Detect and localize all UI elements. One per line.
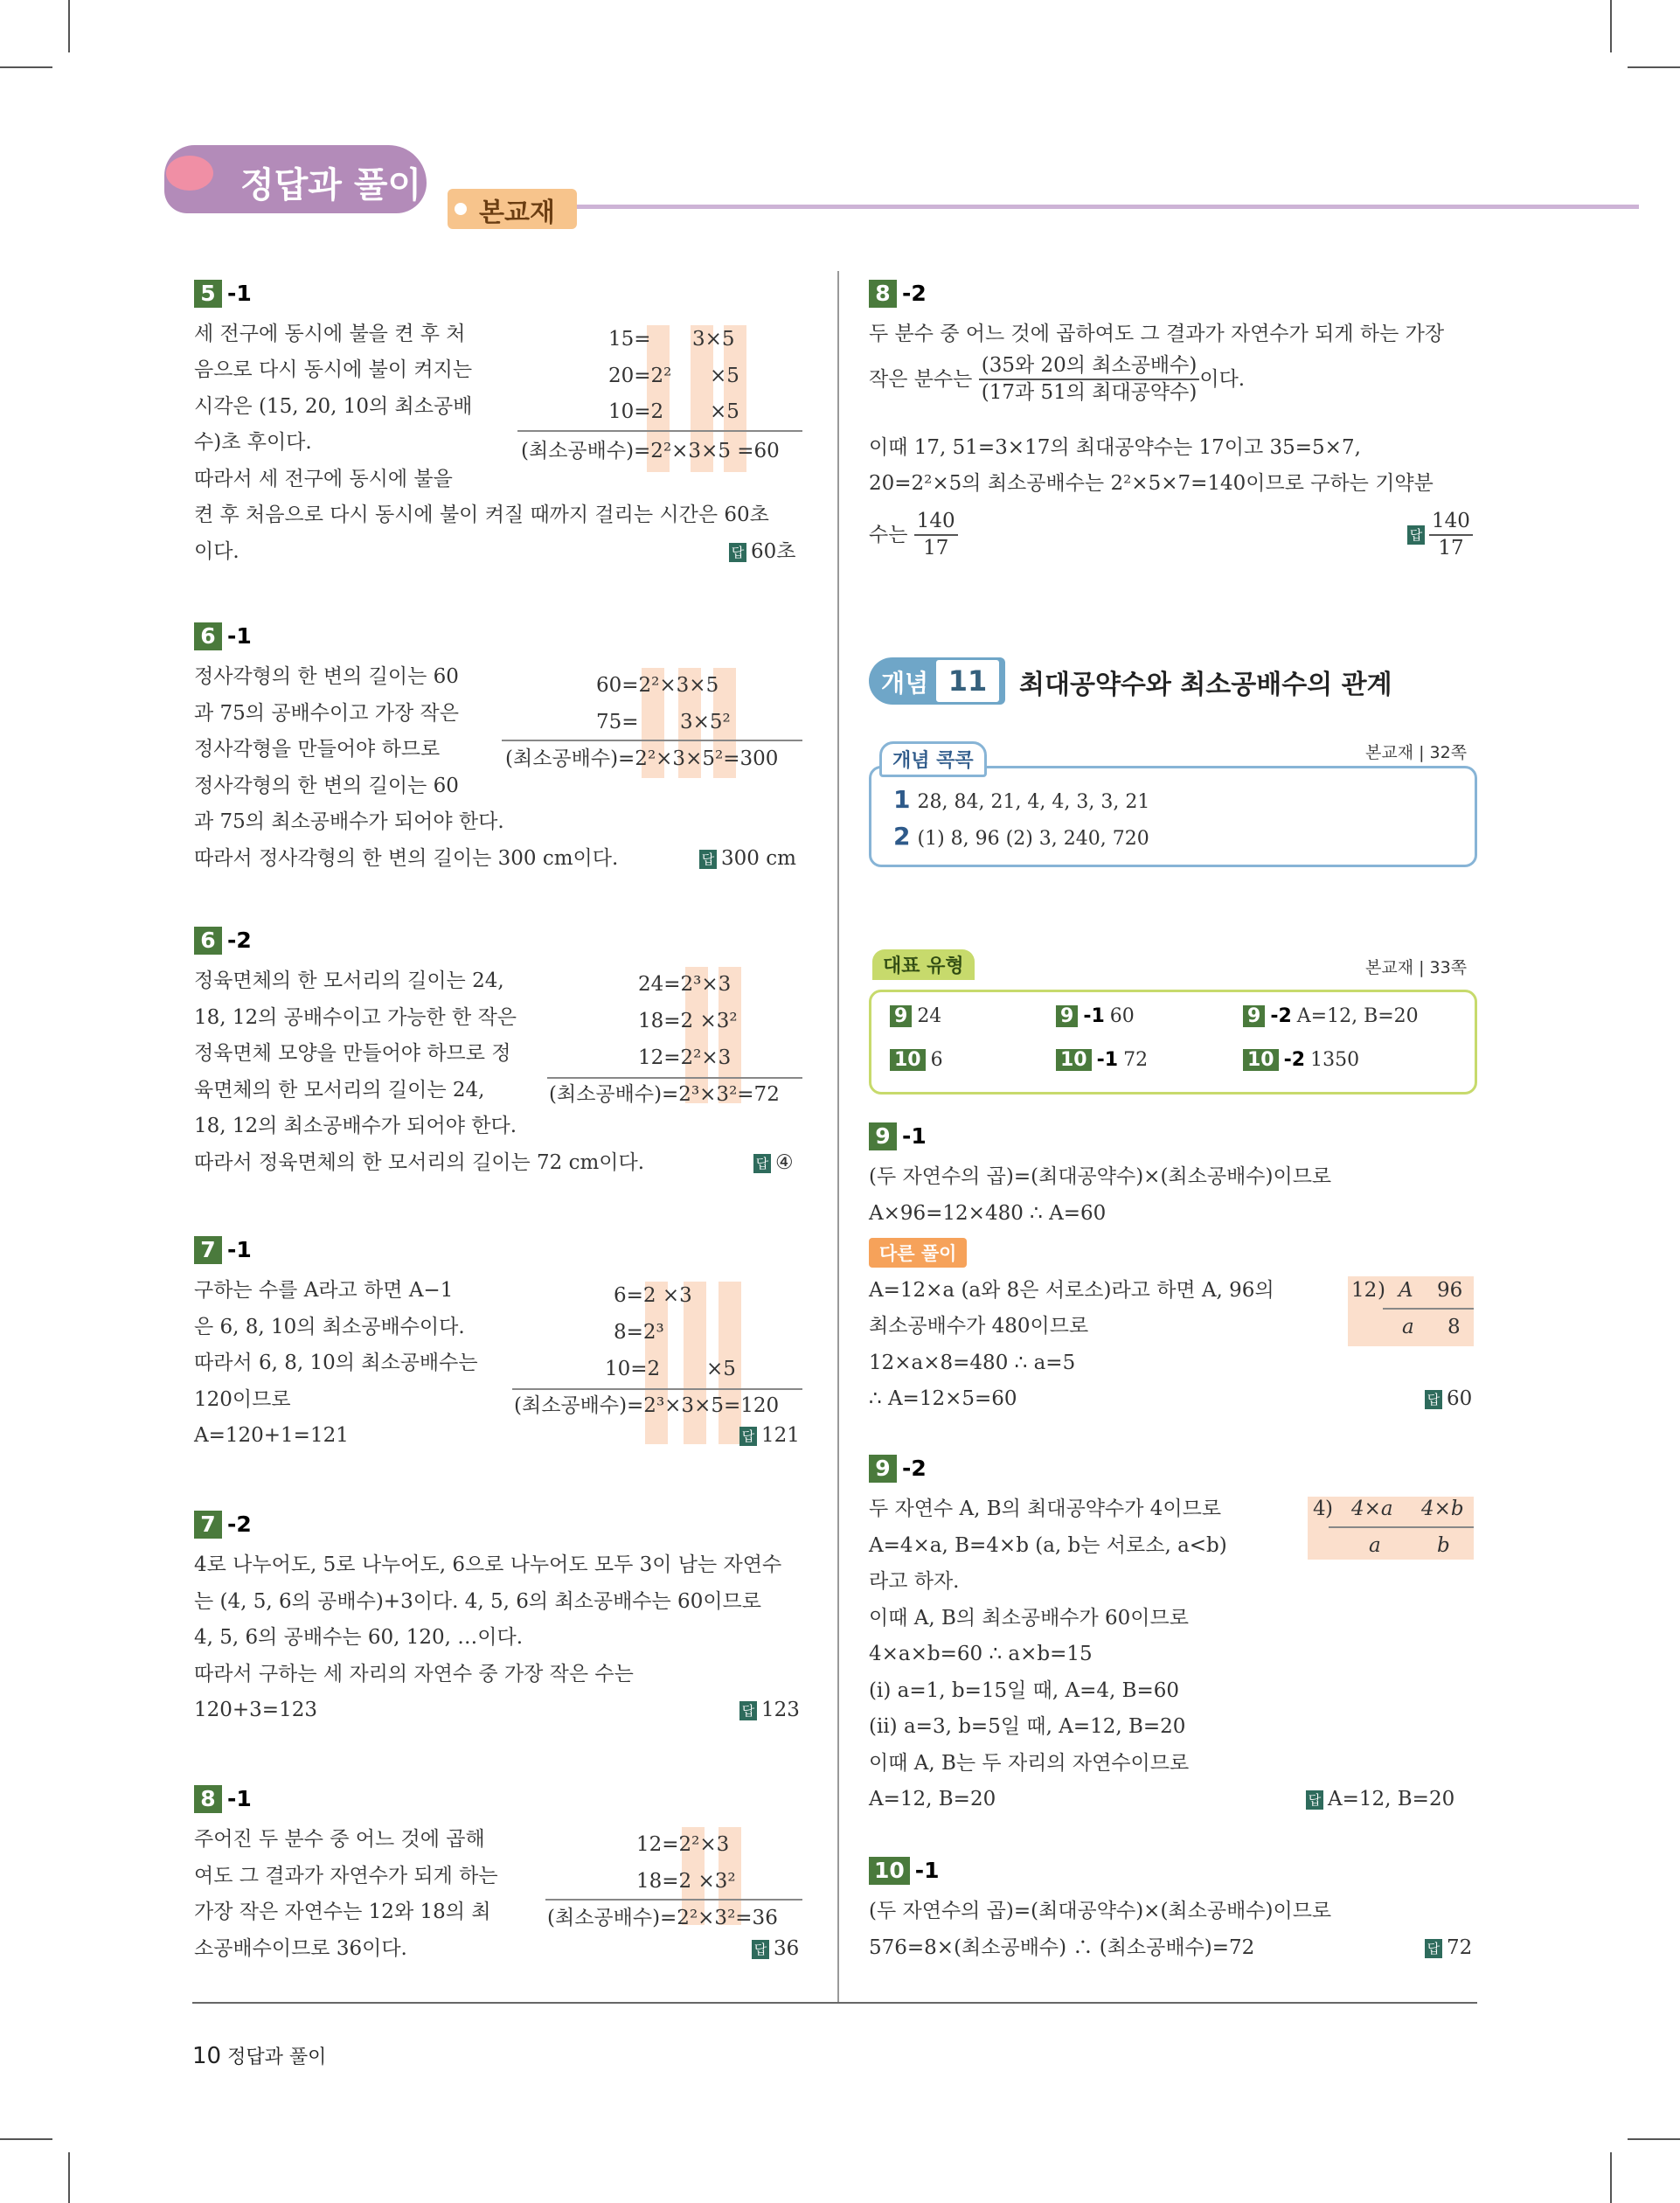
page-number: 10 [192, 2043, 222, 2069]
crop-mark [1610, 0, 1612, 52]
solution-text: 작은 분수는 $\frac{\text{(35와 20의 최소공배수)}}{\text{(17과 51의 최대공약수)}}$ 이다. [869, 354, 1246, 404]
solution-text: 120이므로 [194, 1388, 291, 1411]
solution-text: 따라서 6, 8, 10의 최소공배수는 [194, 1352, 478, 1374]
solution-text: A=120+1=121 [194, 1424, 349, 1447]
tab-dot-icon [455, 203, 467, 215]
problem-badge: 9 -2 [869, 1455, 927, 1483]
concept-check-row: 1 28, 84, 21, 4, 4, 3, 3, 21 [893, 785, 1150, 814]
answer-mark-icon: 답 [1407, 525, 1425, 545]
representative-item: 10 -2 1350 [1243, 1049, 1359, 1071]
header-rule [559, 205, 1639, 209]
problem-badge: 6 -1 [194, 622, 252, 650]
division-divisor: 12 [1351, 1279, 1378, 1302]
solution-text: 18, 12의 공배수이고 가능한 한 작은 [194, 1006, 517, 1029]
answer-mark-icon: 답 [1425, 1390, 1442, 1409]
solution-text: 정사각형의 한 변의 길이는 60 [194, 775, 459, 797]
solution-text: 따라서 정육면체의 한 모서리의 길이는 72 cm이다. [194, 1151, 645, 1174]
calc-line: 12=2²×3 [636, 1833, 730, 1856]
solution-text: 은 6, 8, 10의 최소공배수이다. [194, 1316, 465, 1338]
solution-text: 여도 그 결과가 자연수가 되게 하는 [194, 1865, 498, 1887]
textbook-ref: 본교재 | 32쪽 [1365, 743, 1468, 762]
crop-mark [1628, 2138, 1680, 2140]
concept-number: 11 [934, 657, 1002, 705]
crop-mark [1628, 66, 1680, 68]
calc-result: (최소공배수)=2³×3²=72 [549, 1083, 780, 1106]
solution-text: 120+3=123 [194, 1699, 317, 1721]
solution-text: 4로 나누어도, 5로 나누어도, 6으로 나누어도 모두 3이 남는 자연수 [194, 1553, 782, 1576]
alternative-solution-tag: 다른 풀이 [869, 1238, 967, 1268]
calc-line: 15= [608, 328, 651, 351]
solution-text: 따라서 구하는 세 자리의 자연수 중 가장 작은 수는 [194, 1663, 634, 1685]
solution-text: 20=2²×5의 최소공배수는 2²×5×7=140이므로 구하는 기약분 [869, 472, 1434, 495]
solution-text: 과 75의 공배수이고 가장 작은 [194, 702, 459, 725]
solution-text: 세 전구에 동시에 불을 켠 후 처 [194, 323, 466, 345]
solution-text: 따라서 세 전구에 동시에 불을 [194, 468, 453, 490]
solution-text: 수)초 후이다. [194, 431, 312, 454]
solution-text: 이때 17, 51=3×17의 최대공약수는 17이고 35=5×7, [869, 436, 1361, 459]
calc-line: ×5 [710, 400, 739, 423]
calc-line: 24=2³×3 [638, 973, 732, 996]
concept-check-row: 2 (1) 8, 96 (2) 3, 240, 720 [893, 822, 1149, 851]
solution-text: 과 75의 최소공배수가 되어야 한다. [194, 810, 504, 833]
calc-line: 8=2³ [614, 1321, 664, 1344]
bottom-rule [192, 2002, 1477, 2004]
crop-mark [0, 66, 52, 68]
solution-text: (두 자연수의 곱)=(최대공약수)×(최소공배수)이므로 [869, 1165, 1332, 1188]
solution-text: A=12×a (a와 8은 서로소)라고 하면 A, 96의 [869, 1279, 1274, 1302]
fraction: $\frac{140}{17}$ [914, 509, 958, 561]
answer: 답 60초 [729, 534, 796, 571]
solution-text: 이다. [194, 540, 240, 563]
answer-mark-icon: 답 [739, 1427, 757, 1446]
division-value: A [1399, 1279, 1413, 1302]
solution-text: 정육면체의 한 모서리의 길이는 24, [194, 969, 504, 992]
solution-text: 구하는 수를 A라고 하면 A−1 [194, 1279, 454, 1302]
division-divisor: 4 [1313, 1498, 1326, 1520]
concept-check-box [869, 766, 1477, 867]
solution-text: A=4×a, B=4×b (a, b는 서로소, a<b) [869, 1534, 1227, 1557]
calc-rule [517, 430, 802, 432]
division-quotient: a [1402, 1316, 1414, 1338]
solution-text: 소공배수이므로 36이다. [194, 1937, 407, 1960]
calc-result: (최소공배수)=2³×3×5=120 [514, 1394, 780, 1417]
problem-badge: 9 -1 [869, 1122, 927, 1150]
concept-title: 최대공약수와 최소공배수의 관계 [1019, 670, 1392, 700]
calc-line: ×5 [710, 365, 739, 387]
solution-text: 켠 후 처음으로 다시 동시에 불이 켜질 때까지 걸리는 시간은 60초 [194, 504, 769, 526]
division-value: 4×a [1351, 1498, 1393, 1520]
calc-result: (최소공배수)=2²×3×5²=300 [505, 747, 779, 770]
answer-mark-icon: 답 [739, 1701, 757, 1720]
calc-line: 75= [596, 711, 639, 733]
solution-text: 따라서 정사각형의 한 변의 길이는 300 cm이다. [194, 847, 619, 870]
problem-badge: 10 -1 [869, 1857, 940, 1885]
division-quotient: 8 [1447, 1316, 1461, 1338]
textbook-ref: 본교재 | 33쪽 [1365, 958, 1468, 977]
solution-text: 12×a×8=480 ∴ a=5 [869, 1352, 1076, 1374]
division-value: 96 [1437, 1279, 1463, 1302]
solution-text: 음으로 다시 동시에 불이 켜지는 [194, 358, 473, 381]
calc-line: 10=2 [605, 1358, 661, 1380]
solution-text: (ⅱ) a=3, b=5일 때, A=12, B=20 [869, 1715, 1186, 1738]
solution-text: 이때 A, B는 두 자리의 자연수이므로 [869, 1752, 1190, 1775]
calc-line: 3×5² [680, 711, 731, 733]
solution-text: 4×a×b=60 ∴ a×b=15 [869, 1643, 1093, 1665]
concept-badge-label: 개념 [881, 669, 929, 698]
calc-line: 18=2 ×3² [638, 1010, 738, 1032]
solution-text: 이때 A, B의 최소공배수가 60이므로 [869, 1607, 1189, 1630]
division-value: 4×b [1421, 1498, 1464, 1520]
division-quotient: b [1437, 1534, 1450, 1557]
answer: 답 60 [1425, 1381, 1472, 1418]
calc-line: 6=2 ×3 [614, 1284, 692, 1307]
solution-text: ∴ A=12×5=60 [869, 1387, 1017, 1410]
solution-text: 정사각형의 한 변의 길이는 60 [194, 665, 459, 688]
answer-mark-icon: 답 [1425, 1939, 1442, 1958]
footer-label: 정답과 풀이 [227, 2047, 327, 2068]
problem-badge: 5 -1 [194, 280, 252, 308]
answer: 답 121 [739, 1418, 800, 1455]
solution-text: 수는 $\frac{140}{17}$ [869, 509, 958, 561]
representative-item: 10 -1 72 [1056, 1049, 1148, 1071]
calc-line: 20=2² [608, 365, 672, 387]
calc-line: 60=2²×3×5 [596, 674, 719, 697]
answer: 답 ④ [753, 1145, 794, 1182]
answer: 답 300 cm [699, 841, 796, 878]
solution-text: 주어진 두 분수 중 어느 것에 곱해 [194, 1828, 485, 1851]
answer: 답 $\frac{140}{17}$ [1407, 509, 1473, 561]
solution-text: (ⅰ) a=1, b=15일 때, A=4, B=60 [869, 1679, 1180, 1702]
solution-text: 라고 하자. [869, 1570, 960, 1593]
calc-line: 10=2 [608, 400, 664, 423]
answer-mark-icon: 답 [753, 1154, 771, 1173]
solution-text: 육면체의 한 모서리의 길이는 24, [194, 1079, 485, 1102]
calc-result: (최소공배수)=2²×3²=36 [547, 1907, 778, 1929]
answer-mark-icon: 답 [752, 1940, 769, 1959]
solution-text: 두 분수 중 어느 것에 곱하여도 그 결과가 자연수가 되게 하는 가장 [869, 323, 1445, 345]
solution-text: 는 (4, 5, 6의 공배수)+3이다. 4, 5, 6의 최소공배수는 60이므로 [194, 1590, 761, 1613]
solution-text: 두 자연수 A, B의 최대공약수가 4이므로 [869, 1498, 1222, 1520]
representative-item: 9 24 [890, 1005, 941, 1027]
crop-mark [68, 2152, 70, 2203]
representative-item: 9 -1 60 [1056, 1005, 1135, 1027]
calc-line: 12=2²×3 [638, 1046, 732, 1069]
section-tab-label: 본교재 [479, 198, 555, 228]
concept-check-tag: 개념 콕콕 [879, 741, 987, 777]
representative-tag: 대표 유형 [872, 949, 975, 980]
answer-mark-icon: 답 [1306, 1790, 1323, 1810]
crop-mark [68, 0, 70, 52]
answer-mark-icon: 답 [729, 543, 746, 562]
solution-text: A×96=12×480 ∴ A=60 [869, 1202, 1107, 1225]
calc-line: 3×5 [692, 328, 735, 351]
solution-text: 18, 12의 최소공배수가 되어야 한다. [194, 1115, 517, 1137]
division-quotient: a [1369, 1534, 1381, 1557]
representative-item: 10 6 [890, 1049, 943, 1071]
solution-text: 4, 5, 6의 공배수는 60, 120, …이다. [194, 1626, 524, 1649]
solution-text: 최소공배수가 480이므로 [869, 1315, 1089, 1338]
division-bracket: ) [1325, 1498, 1333, 1520]
problem-badge: 8 -1 [194, 1785, 252, 1813]
solution-text: (두 자연수의 곱)=(최대공약수)×(최소공배수)이므로 [869, 1900, 1332, 1922]
solution-text: 가장 작은 자연수는 12와 18의 최 [194, 1901, 491, 1923]
answer: 답 36 [752, 1931, 799, 1968]
page-title: 정답과 풀이 [240, 165, 422, 205]
page-footer [192, 2042, 326, 2069]
answer: 답 A=12, B=20 [1306, 1782, 1454, 1818]
calc-result: (최소공배수)=2²×3×5 =60 [521, 440, 780, 462]
fish-mascot-icon [166, 156, 213, 191]
calc-line: 18=2 ×3² [636, 1870, 736, 1893]
solution-text: 시각은 (15, 20, 10의 최소공배 [194, 395, 473, 418]
fraction: $\frac{\text{(35와 20의 최소공배수)}}{\text{(17과 51의 최대공약수)}}$ [979, 353, 1200, 406]
division-bracket: ) [1378, 1279, 1385, 1302]
column-divider [837, 271, 839, 2002]
problem-badge: 6 -2 [194, 927, 252, 955]
problem-badge: 7 -1 [194, 1236, 252, 1264]
crop-mark [0, 2138, 52, 2140]
solution-text: 정사각형을 만들어야 하므로 [194, 738, 441, 761]
answer: 답 72 [1425, 1930, 1472, 1967]
crop-mark [1610, 2152, 1612, 2203]
representative-item: 9 -2 A=12, B=20 [1243, 1005, 1419, 1027]
answer: 답 123 [739, 1692, 800, 1729]
problem-badge: 7 -2 [194, 1511, 252, 1539]
calc-line: ×5 [706, 1358, 736, 1380]
solution-text: 576=8×(최소공배수) ∴ (최소공배수)=72 [869, 1936, 1255, 1959]
problem-badge: 8 -2 [869, 280, 927, 308]
solution-text: A=12, B=20 [869, 1788, 996, 1810]
solution-text: 정육면체 모양을 만들어야 하므로 정 [194, 1042, 511, 1065]
answer-mark-icon: 답 [699, 850, 717, 869]
